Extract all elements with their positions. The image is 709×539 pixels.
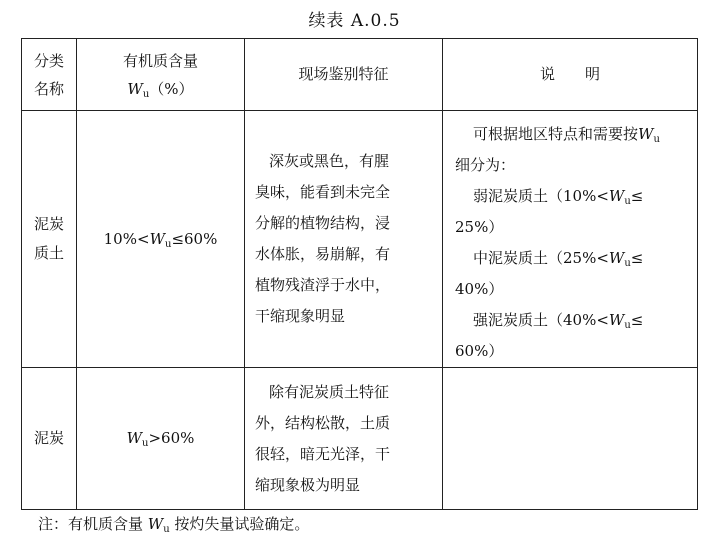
- header-organic-content: 有机质含量 $W_u(\%)$: [77, 39, 245, 111]
- row-name: 泥炭: [22, 368, 77, 510]
- row-features: 除有泥炭质土特征 外，结构松散，土质 很轻，暗无光泽，干 缩现象极为明显: [245, 368, 443, 510]
- row-name: 泥炭 质土: [22, 111, 77, 368]
- header-row: [22, 39, 698, 111]
- header-field-identification: 现场鉴别特征: [245, 39, 443, 111]
- row-description: 可根据地区特点和需要按$W_u$ 细分为： 弱泥炭质土（$10\%<W_u\le$ 25%） 中泥炭质土（$25\%<W_u\le$ 40%） 强泥炭质土（$40\%<W_u\le$ 60%）: [443, 111, 698, 368]
- row-description-empty: [443, 368, 698, 510]
- row-organic-content: $W_u>60\%$: [77, 368, 245, 510]
- header-category-name: 分类 名称: [22, 39, 77, 111]
- soil-classification-table: [21, 38, 698, 510]
- table-row: [22, 111, 698, 368]
- table-note: 注：有机质含量 $W_u$ 按灼失量试验确定。: [38, 515, 310, 535]
- row-organic-content: $10\%<W_u\le 60\%$: [77, 111, 245, 368]
- row-features: 深灰或黑色，有腥 臭味，能看到未完全 分解的植物结构，浸 水体胀，易崩解，有 植物残渣浮于水中， 干缩现象明显: [245, 111, 443, 368]
- header-description: 说 明: [443, 39, 698, 111]
- table-row: [22, 368, 698, 510]
- table-caption: 续表 A.0.5: [308, 11, 401, 31]
